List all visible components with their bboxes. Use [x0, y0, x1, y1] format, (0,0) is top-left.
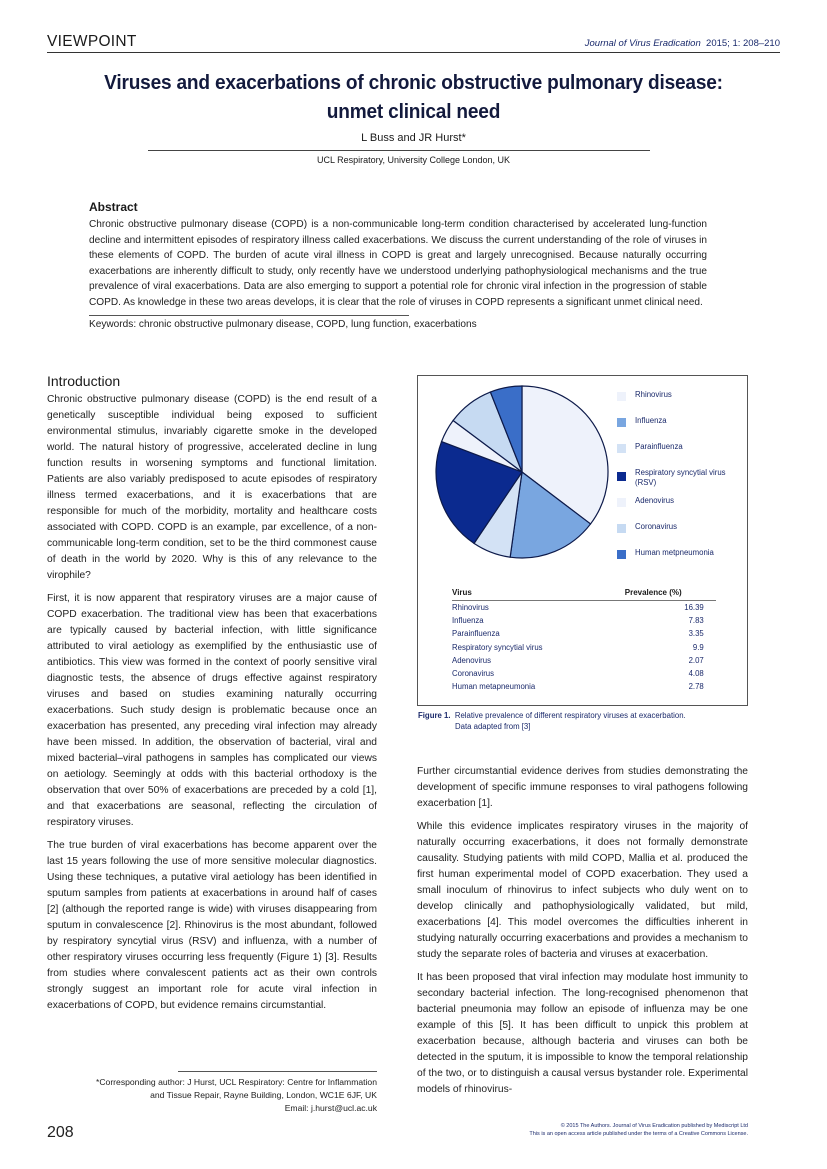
license-line-2: This is an open access article published under the terms of a Creative Commons License. [529, 1131, 748, 1137]
journal-citation [585, 38, 780, 49]
table-row [452, 614, 716, 627]
table-row [452, 654, 716, 667]
table-row [452, 601, 716, 615]
legend-item [617, 522, 745, 536]
prevalence-value: 2.78 [688, 682, 704, 692]
abstract [89, 200, 707, 330]
virus-name: Adenovirus [452, 655, 492, 665]
figure-1 [417, 375, 748, 706]
legend-item [617, 496, 745, 510]
footnote-line-2: and Tissue Repair, Rayne Building, London, WC1E 6JF, UK [150, 1090, 377, 1100]
prevalence-value: 7.83 [688, 616, 704, 626]
legend-swatch [617, 418, 626, 427]
legend-item [617, 548, 745, 562]
paragraph: Further circumstantial evidence derives from studies demonstrating the development of specific immune responses to viral pathogens following exacerbation [1]. [417, 766, 748, 809]
column-header-prevalence: Prevalence (%) [550, 588, 716, 601]
prevalence-value: 2.07 [688, 655, 704, 665]
page-number: 208 [47, 1124, 74, 1141]
keywords: Keywords: chronic obstructive pulmonary disease, COPD, lung function, exacerbations [89, 319, 477, 330]
legend-swatch [617, 472, 626, 481]
table-row [452, 667, 716, 680]
journal-ref: 2015; 1: 208–210 [706, 38, 780, 49]
pie-chart [430, 380, 614, 564]
virus-name: Rhinovirus [452, 603, 489, 612]
legend-label: Rhinovirus [635, 390, 672, 399]
caption-line-2: Data adapted from [3] [455, 722, 531, 731]
affiliation: UCL Respiratory, University College London, UK [316, 155, 511, 165]
legend-label: Coronavirus [635, 522, 678, 531]
virus-name: Parainfluenza [452, 629, 500, 639]
journal-name: Journal of Virus Eradication [584, 38, 701, 49]
title-line-1: Viruses and exacerbations of chronic obstructive pulmonary disease: [104, 71, 723, 94]
license-notice [529, 1122, 748, 1138]
caption-label: Figure 1. [418, 711, 451, 720]
figure-caption [418, 710, 748, 732]
prevalence-value: 4.08 [688, 668, 704, 678]
virus-name: Respiratory syncytial virus [452, 642, 543, 652]
prevalence-value: 9.9 [692, 642, 704, 652]
legend-swatch [617, 524, 626, 533]
legend-item [617, 390, 745, 404]
keywords-divider [89, 315, 409, 316]
table-header-row [452, 588, 716, 601]
footnote-line-1: *Corresponding author: J Hurst, UCL Respiratory: Centre for Inflammation [95, 1077, 377, 1087]
license-line-1: © 2015 The Authors. Journal of Virus Eradication published by Mediscript Ltd [560, 1123, 748, 1129]
paragraph: It has been proposed that viral infection may modulate host immunity to secondary bacterial infection. The long-recognised phenomenon that bacterial pneumonia may follow an episode of influenza may be one example of this [5]. It has been difficult to unpick this problem at exacerbation because, although bacteria and viruses can both be detected in the sputum, it is impossible to know the temporal relationship of the two, or to distinguish a causal versus bystander role. Experimental models of rhinovirus- [417, 972, 748, 1095]
prevalence-value: 3.35 [688, 629, 704, 639]
legend-swatch [617, 392, 626, 401]
paragraph: The true burden of viral exacerbations has become apparent over the last 15 years following the use of more sensitive molecular diagnostics. Using these techniques, a putative viral aetiology has been identified in sputum samples from patients at exacerbations in around half of cases [2] (although the reported range is wide) with viruses disappearing from sputum in convalescence [2]. Rhinovirus is the most abundant, followed by respiratory syncytial virus (RSV) and influenza, with a number of other respiratory viruses occurring less frequently (Figure 1) [3]. Results from studies where convalescent patients act as their own controls strongly suggest an important role for acute viral infection in exacerbations of COPD, but evidence remains circumstantial. [47, 840, 377, 1011]
legend-label: Human metpneumonia [635, 548, 714, 557]
caption-line-1: Relative prevalence of different respiratory viruses at exacerbation. [454, 711, 686, 720]
article-title [66, 68, 761, 126]
chart-legend [617, 390, 745, 574]
legend-label: Respiratory syncytial virus (RSV) [635, 468, 726, 487]
legend-swatch [617, 498, 626, 507]
running-head [47, 33, 780, 53]
paragraph: While this evidence implicates respiratory viruses in the majority of naturally occurring exacerbations, it does not formally demonstrate causality. Studying patients with mild COPD, Mallia et al. produced the first human experimental model of COPD exacerbation. They used a small inoculum of rhinovirus to infect subjects who duly went on to develop clinically and pathophysiologically validated, but mild, exacerbations [4]. This model overcomes the difficulties inherent in studying naturally occurring exacerbations and provides a mechanism to study the separate roles of bacteria and viruses at exacerbation. [417, 821, 748, 960]
footnote-divider [178, 1071, 377, 1072]
prevalence-table [452, 588, 716, 693]
table-row [452, 627, 716, 640]
virus-name: Coronavirus [452, 668, 495, 678]
table-row [452, 680, 716, 693]
right-column [417, 764, 748, 1105]
authors: L Buss and JR Hurst* [361, 132, 466, 144]
left-column [47, 373, 377, 1021]
virus-name: Influenza [452, 616, 484, 626]
introduction-heading: Introduction [47, 373, 121, 389]
legend-item [617, 416, 745, 430]
footnote-email: Email: j.hurst@ucl.ac.uk [284, 1103, 377, 1113]
virus-name: Human metapneumonia [452, 682, 536, 692]
legend-item [617, 442, 745, 456]
authors-divider [148, 150, 650, 151]
abstract-heading: Abstract [89, 200, 138, 214]
prevalence-value: 16.39 [684, 603, 704, 612]
abstract-text: Chronic obstructive pulmonary disease (COPD) is a non-communicable long-term condition characterised by accelerated lung-function decline and intermittent episodes of respiratory illness called exacerbations. We discuss the current understanding of the role of viruses in these elements of COPD. The burden of acute viral illness in COPD is great and largely unrecognised. Because naturally occurring exacerbations are inherently difficult to study, only recently have we understood underlying pathophysiological mechanisms and the true prevalence of viral exacerbations. Data are also emerging to support a potential role for chronic viral infection in the progression of stable COPD. As knowledge in these two areas develops, it is clear that the role of viruses in COPD represents a significant unmet clinical need. [89, 219, 707, 308]
table-row [452, 641, 716, 654]
paragraph: First, it is now apparent that respiratory viruses are a major cause of COPD exacerbation. The traditional view has been that exacerbations are typically caused by bacterial infection, with little significance attributed to viral aetiology as exemplified by the enthusiastic use of antibiotics. This view was formed in the context of poorly sensitive viral diagnostic tests, the absence of drugs effective against respiratory viruses and based on studies examining naturally occurring exacerbations. Such study design is problematic because once an exacerbation has presented, any preceding viral infection may already have been missed. In addition, the observation of bacterial, viral and mixed bacterial–viral pathogens in samples has complicated our views on aetiology. Seemingly at odds with this bacterial orthodoxy is the observation that over 50% of exacerbations are preceded by a cold [1], and that exacerbations are seasonal, reflecting the circulation of respiratory viruses. [47, 593, 377, 828]
title-line-2: unmet clinical need [326, 100, 501, 123]
legend-swatch [617, 444, 626, 453]
section-label: VIEWPOINT [47, 33, 137, 50]
corresponding-author-footnote [47, 1076, 377, 1115]
legend-label: Adenovirus [635, 496, 675, 505]
legend-label: Influenza [635, 416, 667, 425]
legend-swatch [617, 550, 626, 559]
legend-label: Parainfluenza [635, 442, 683, 451]
column-header-virus: Virus [452, 588, 550, 601]
legend-item [617, 468, 745, 488]
paragraph: Chronic obstructive pulmonary disease (COPD) is the end result of a genetically susceptible individual being exposed to sufficient environmental stimulus, invariably cigarette smoke in the developed world. The natural history of progressive, accelerated decline in lung function results in worsening symptoms and functional limitation. Patients are also variably predisposed to acute episodes of respiratory illness termed exacerbations, and it is exacerbations that are responsible for much of the morbidity, mortality and healthcare costs associated with COPD. COPD is an example, par excellence, of a non-communicable long-term condition, set to be the third commonest cause of death in the world by 2020. Why is this of any relevance to the virophile? [47, 394, 377, 581]
